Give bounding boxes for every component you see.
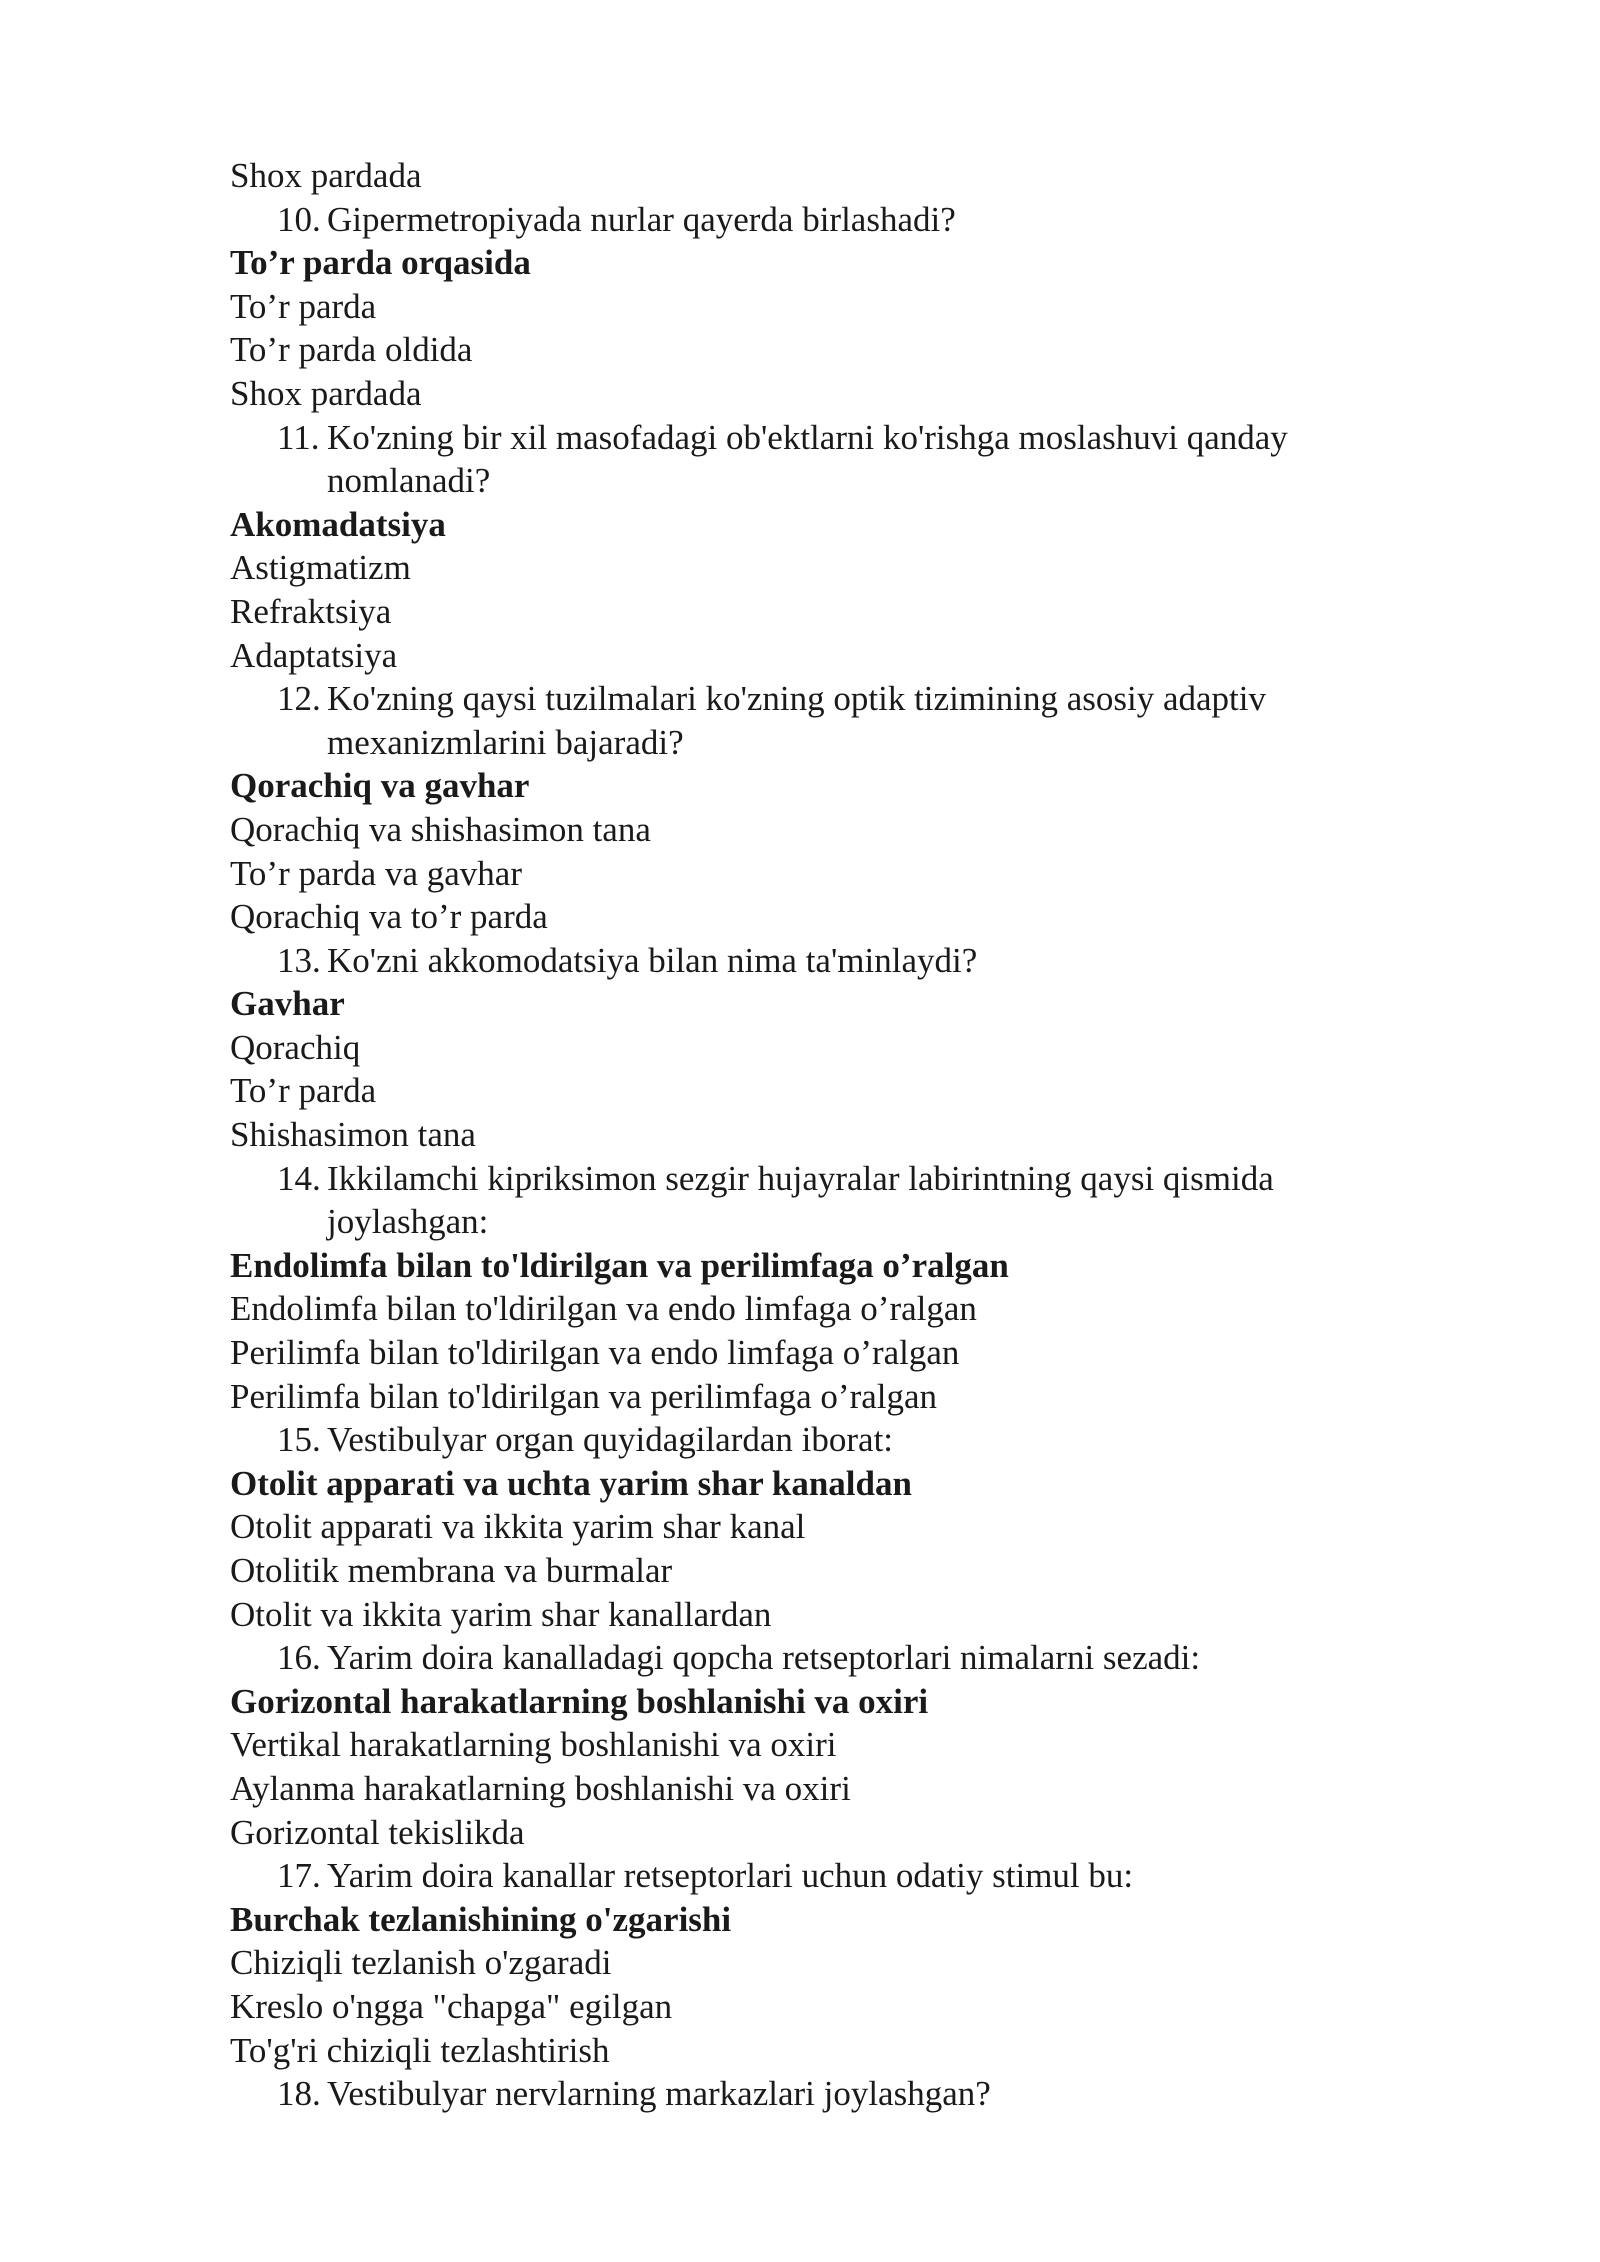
answer-option: Perilimfa bilan to'ldirilgan va perilimfaga o’ralgan xyxy=(230,1376,938,1416)
question xyxy=(230,1418,1430,1462)
question xyxy=(230,2072,1430,2116)
question-number: 15. xyxy=(277,1420,321,1460)
answer-option: Otolit va ikkita yarim shar kanallardan xyxy=(230,1594,772,1634)
leading-option: Shox pardada xyxy=(230,156,422,195)
question xyxy=(230,939,1430,983)
question-number: 11. xyxy=(277,417,320,457)
correct-answer-option: Endolimfa bilan to'ldirilgan va perilimfaga o’ralgan xyxy=(230,1245,1009,1285)
question xyxy=(230,1636,1430,1680)
question-text: Vestibulyar organ quyidagilardan iborat: xyxy=(327,1420,894,1460)
answer-option: Endolimfa bilan to'ldirilgan va endo limfaga o’ralgan xyxy=(230,1289,977,1329)
correct-answer-option: Otolit apparati va uchta yarim shar kanaldan xyxy=(230,1463,912,1503)
question-number: 12. xyxy=(277,679,321,719)
question-number: 17. xyxy=(277,1856,321,1896)
question-text: Ko'zning bir xil masofadagi ob'ektlarni ko'rishga moslashuvi qanday nomlanadi? xyxy=(327,417,1288,501)
answer-option: To’r parda va gavhar xyxy=(230,853,522,893)
question-text: Vestibulyar nervlarning markazlari joylashgan? xyxy=(327,2074,991,2114)
question-text: Gipermetropiyada nurlar qayerda birlashadi? xyxy=(327,199,956,239)
answer-option: Adaptatsiya xyxy=(230,635,398,675)
answer-option: Chiziqli tezlanish o'zgaradi xyxy=(230,1943,612,1983)
answer-option: To’r parda oldida xyxy=(230,330,473,370)
answer-option: Astigmatizm xyxy=(230,548,411,588)
question-number: 18. xyxy=(277,2074,321,2114)
question-number: 10. xyxy=(277,199,321,239)
question-text: Yarim doira kanallar retseptorlari uchun odatiy stimul bu: xyxy=(327,1856,1134,1896)
answer-option: To'g'ri chiziqli tezlashtirish xyxy=(230,2030,610,2070)
correct-answer-option: Gavhar xyxy=(230,984,345,1024)
question-number: 13. xyxy=(277,940,321,980)
answer-option: Gorizontal tekislikda xyxy=(230,1812,525,1852)
correct-answer-option: Gorizontal harakatlarning boshlanishi va oxiri xyxy=(230,1681,929,1721)
document-content xyxy=(230,154,1430,2116)
correct-answer-option: Qorachiq va gavhar xyxy=(230,766,530,806)
answer-option: Aylanma harakatlarning boshlanishi va oxiri xyxy=(230,1768,851,1808)
question-list xyxy=(230,198,1430,2116)
question-number: 16. xyxy=(277,1638,321,1678)
question-number: 14. xyxy=(277,1158,321,1198)
answer-option: Perilimfa bilan to'ldirilgan va endo limfaga o’ralgan xyxy=(230,1333,960,1373)
answer-option: Shishasimon tana xyxy=(230,1115,476,1155)
answer-option: Shox pardada xyxy=(230,373,422,413)
answer-option: Qorachiq va to’r parda xyxy=(230,897,548,937)
answer-option: To’r parda xyxy=(230,1071,377,1111)
question xyxy=(230,1157,1430,1244)
question xyxy=(230,1854,1430,1898)
answer-option: Qorachiq va shishasimon tana xyxy=(230,809,651,849)
question xyxy=(230,677,1430,764)
answer-option: Otolitik membrana va burmalar xyxy=(230,1551,673,1590)
correct-answer-option: To’r parda orqasida xyxy=(230,243,531,283)
question-text: Ikkilamchi kipriksimon sezgir hujayralar labirintning qaysi qismida joylashgan: xyxy=(327,1158,1274,1242)
answer-option: Refraktsiya xyxy=(230,591,392,631)
question-text: Ko'zning qaysi tuzilmalari ko'zning optik tizimining asosiy adaptiv mexanizmlarini bajaradi? xyxy=(327,679,1266,762)
question-text: Ko'zni akkomodatsiya bilan nima ta'minlaydi? xyxy=(327,940,978,980)
correct-answer-option: Burchak tezlanishining o'zgarishi xyxy=(230,1899,732,1939)
answer-option: Otolit apparati va ikkita yarim shar kanal xyxy=(230,1507,806,1547)
answer-option: Vertikal harakatlarning boshlanishi va oxiri xyxy=(230,1725,837,1765)
question xyxy=(230,198,1430,242)
answer-option: Qorachiq xyxy=(230,1027,361,1067)
question xyxy=(230,416,1430,503)
question-text: Yarim doira kanalladagi qopcha retseptorlari nimalarni sezadi: xyxy=(327,1638,1201,1678)
answer-option: To’r parda xyxy=(230,286,377,326)
answer-option: Kreslo o'ngga "chapga" egilgan xyxy=(230,1986,673,2026)
correct-answer-option: Akomadatsiya xyxy=(230,504,446,544)
